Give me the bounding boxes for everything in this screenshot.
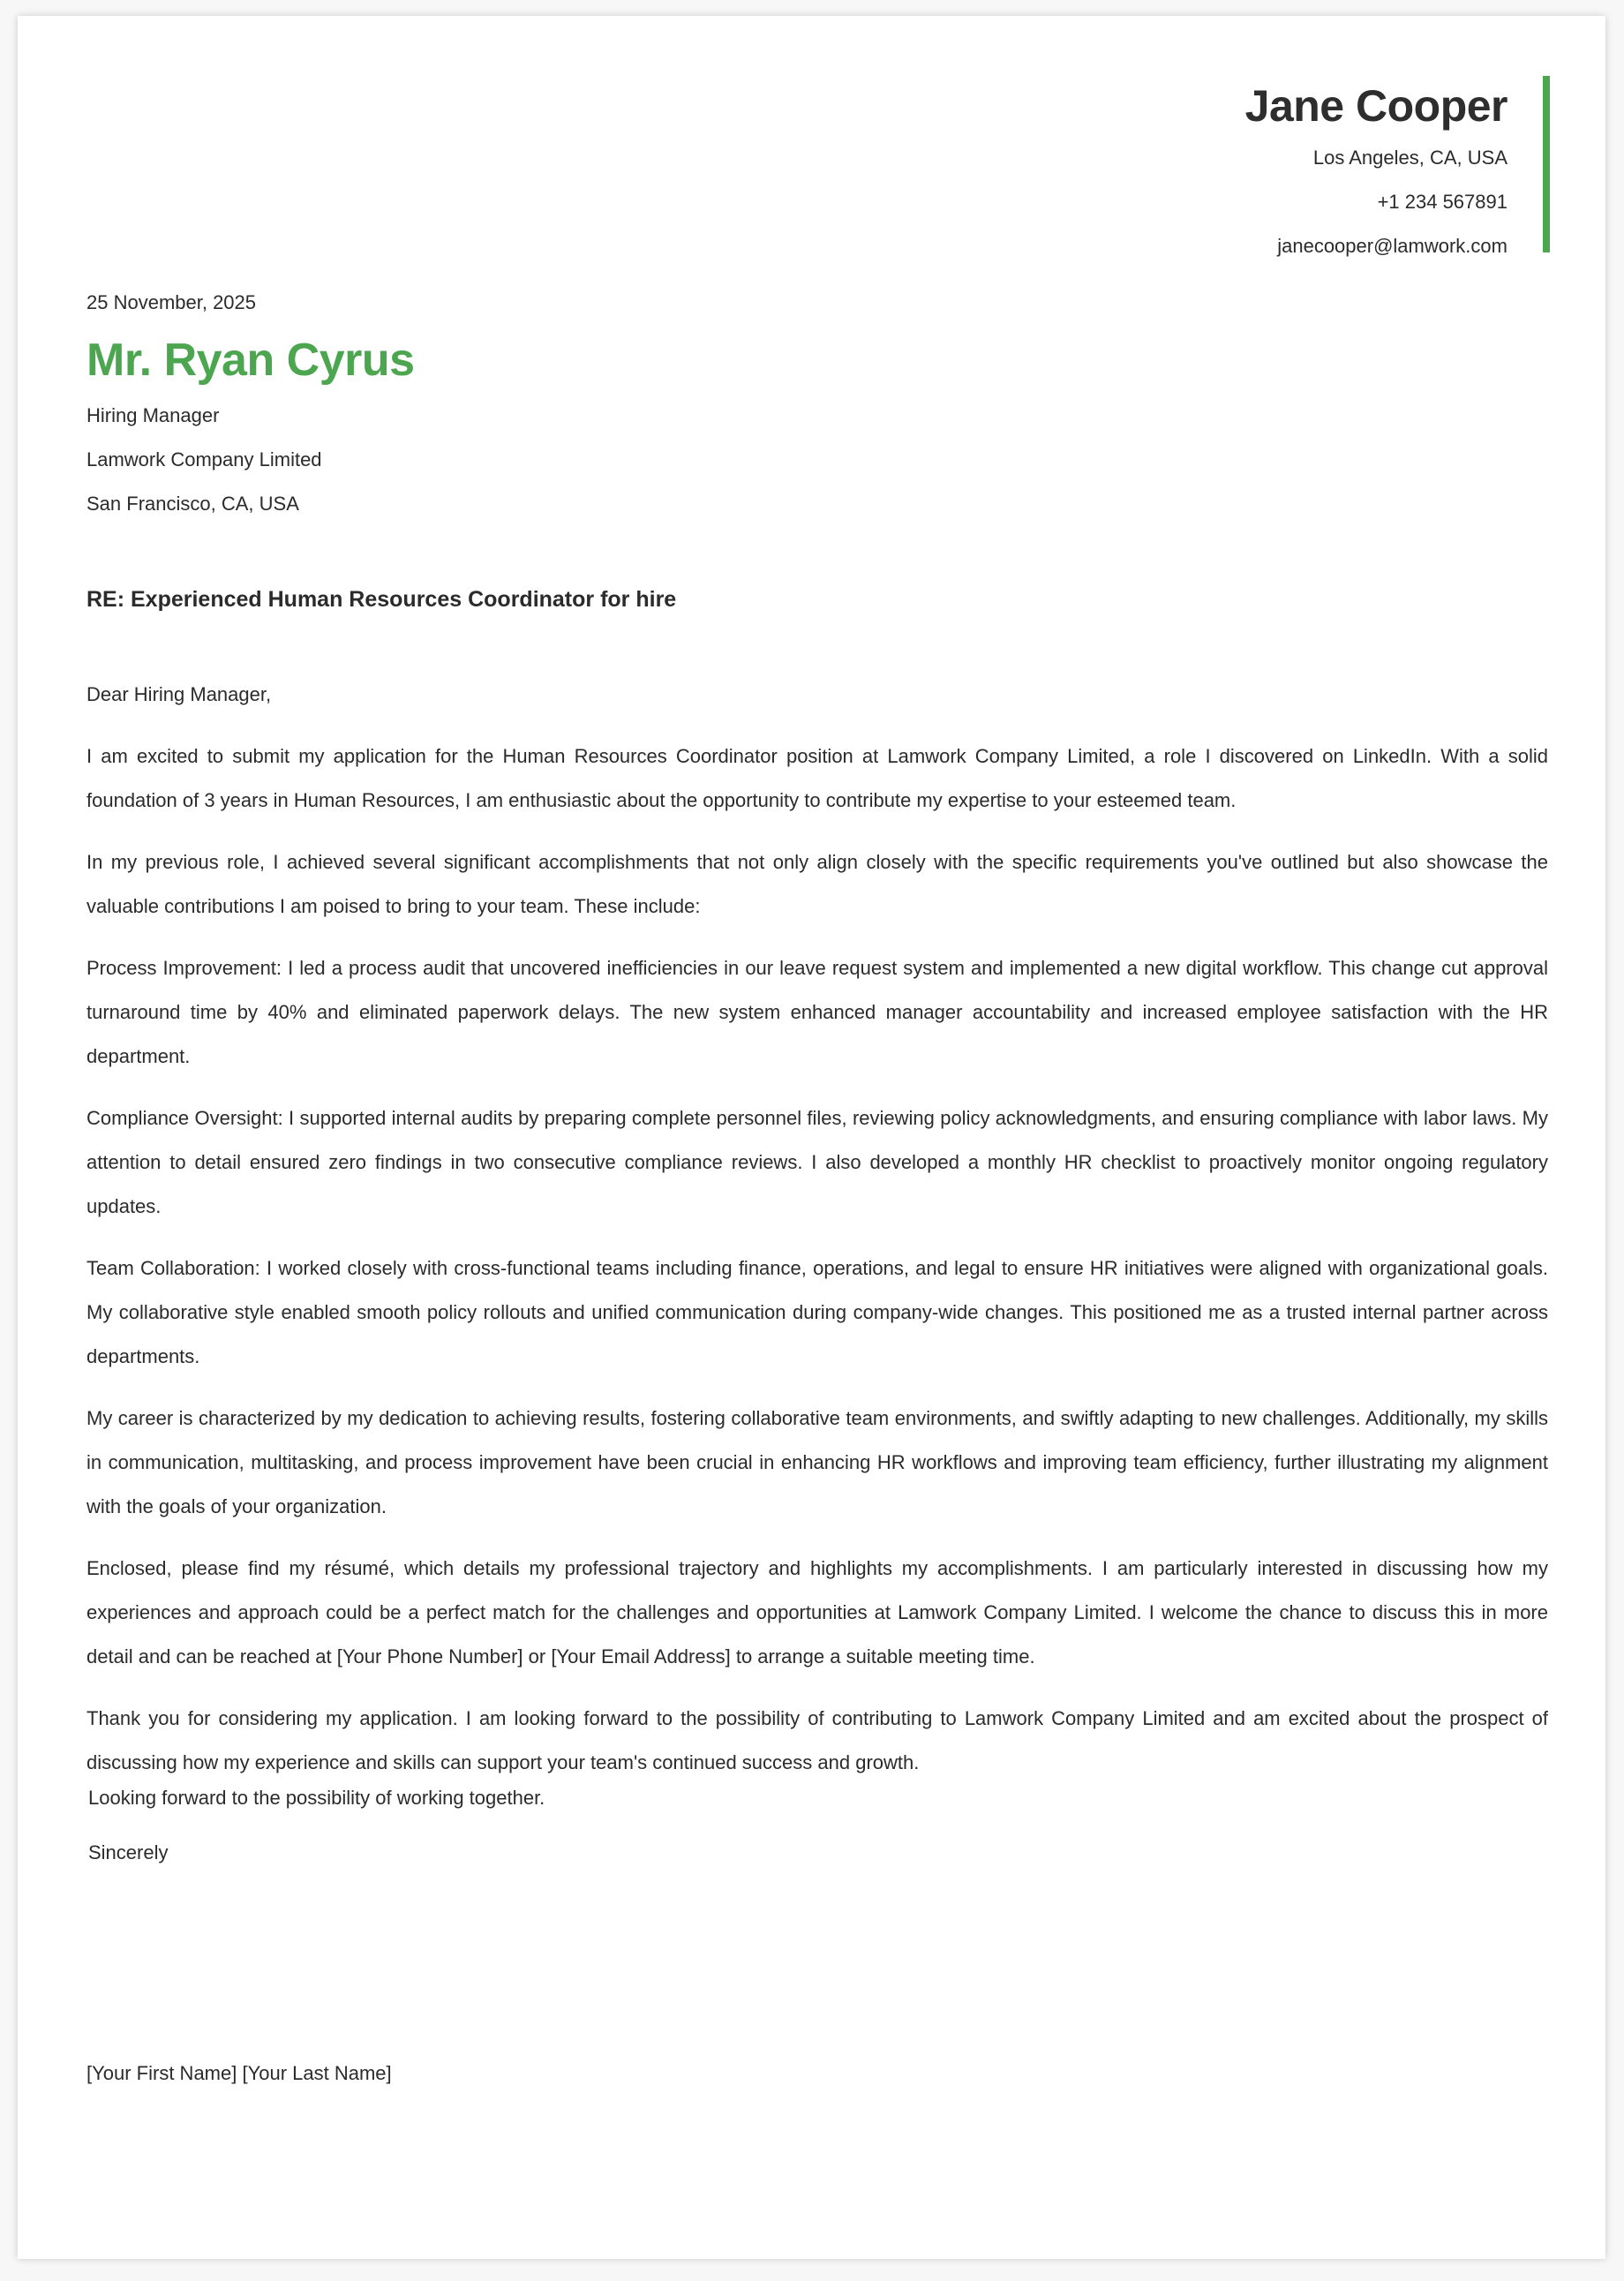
sender-location: Los Angeles, CA, USA bbox=[1312, 147, 1507, 169]
closing-block bbox=[88, 1771, 1550, 1880]
closing-signoff: Sincerely bbox=[88, 1841, 169, 1863]
paragraph-compliance-oversight: Compliance Oversight: I supported internal audits by preparing complete personnel files, reviewing policy acknowledgments, and ensuring compliance with labor laws. My attention to detail ensured zero findings in two consecutive compliance reviews. I also developed a monthly HR checklist to proactively monitor ongoing regulatory updates. bbox=[86, 1107, 1548, 1217]
accent-bar bbox=[1543, 76, 1550, 252]
paragraph-process-improvement: Process Improvement: I led a process audit that uncovered inefficiencies in our leave request system and implemented a new digital workflow. This change cut approval turnaround time by 40% and eliminated paperwork delays. The new system enhanced manager accountability and increased employee satisfaction with the HR department. bbox=[86, 957, 1548, 1067]
paragraph-accomplishments: In my previous role, I achieved several significant accomplishments that not only align closely with the specific requirements you've outlined but also showcase the valuable contributions I am poised to bring to your team. These include: bbox=[86, 851, 1548, 917]
recipient-location: San Francisco, CA, USA bbox=[86, 493, 299, 515]
recipient-block bbox=[86, 327, 1548, 526]
letter-subject: RE: Experienced Human Resources Coordinator for hire bbox=[86, 587, 677, 612]
recipient-company: Lamwork Company Limited bbox=[86, 448, 322, 471]
sender-block bbox=[1245, 76, 1507, 268]
sender-name: Jane Cooper bbox=[1244, 81, 1507, 131]
paragraph-team-collaboration: Team Collaboration: I worked closely with cross-functional teams including finance, operations, and legal to ensure HR initiatives were aligned with organizational goals. My collaborative style enabled smooth policy rollouts and unified communication during company-wide changes. This positioned me as a trusted internal partner across departments. bbox=[86, 1257, 1548, 1367]
sender-email: janecooper@lamwork.com bbox=[1277, 235, 1507, 257]
letter-page bbox=[18, 16, 1605, 2259]
closing-line: Looking forward to the possibility of working together. bbox=[88, 1787, 545, 1809]
paragraph-thank-you: Thank you for considering my application. I am looking forward to the possibility of contributing to Lamwork Company Limited and am excited about the prospect of discussing how my experience and skills can support your team's continued success and growth. bbox=[86, 1707, 1548, 1773]
letter-body bbox=[86, 673, 1548, 1803]
recipient-title: Hiring Manager bbox=[86, 404, 220, 426]
paragraph-career: My career is characterized by my dedication to achieving results, fostering collaborative team environments, and swiftly adapting to new challenges. Additionally, my skills in communication, multitasking, and process improvement have been crucial in enhancing HR workflows and improving team efficiency, further illustrating my alignment with the goals of your organization. bbox=[86, 1407, 1548, 1517]
paragraph-enclosed: Enclosed, please find my résumé, which details my professional trajectory and highlights my accomplishments. I am particularly interested in discussing how my experiences and approach could be a perfect match for the challenges and opportunities at Lamwork Company Limited. I welcome the chance to discuss this in more detail and can be reached at [Your Phone Number] or [Your Email Address] to arrange a suitable meeting time. bbox=[86, 1557, 1548, 1667]
signature-name: [Your First Name] [Your Last Name] bbox=[86, 2062, 392, 2084]
paragraph-intro: I am excited to submit my application for the Human Resources Coordinator position at Lamwork Company Limited, a role I discovered on LinkedIn. With a solid foundation of 3 years in Human Resources, I am enthusiastic about the opportunity to contribute my expertise to your esteemed team. bbox=[86, 745, 1548, 811]
recipient-name: Mr. Ryan Cyrus bbox=[86, 335, 415, 386]
greeting: Dear Hiring Manager, bbox=[86, 683, 272, 705]
letter-date: 25 November, 2025 bbox=[86, 291, 257, 313]
sender-phone: +1 234 567891 bbox=[1377, 191, 1507, 213]
